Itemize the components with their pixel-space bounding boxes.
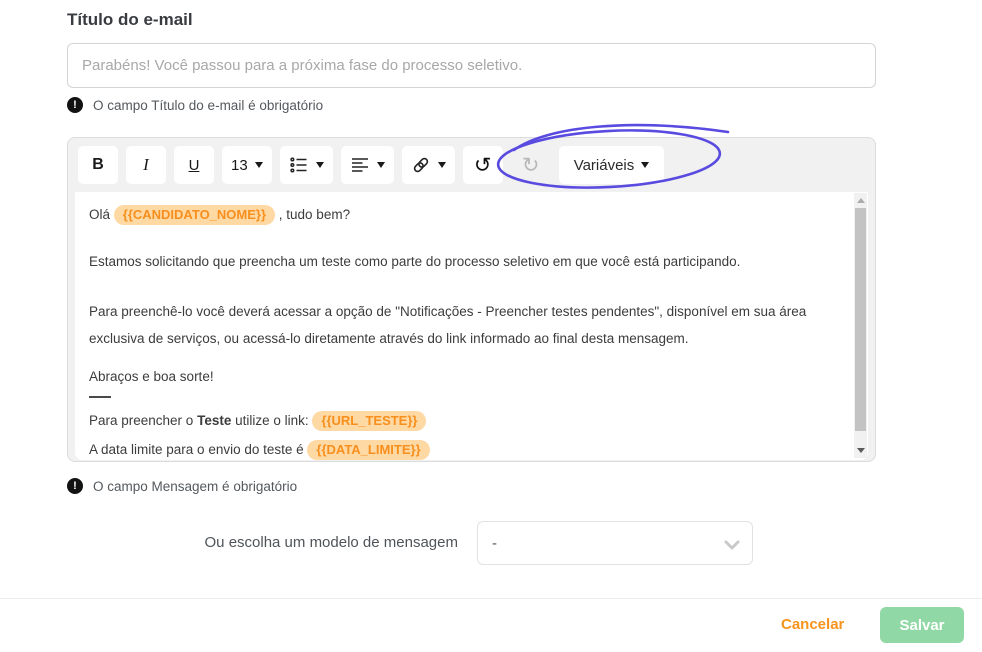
chevron-down-icon xyxy=(377,162,385,168)
alert-icon: ! xyxy=(67,478,83,494)
chevron-down-icon xyxy=(724,540,740,550)
message-error-text: O campo Mensagem é obrigatório xyxy=(93,478,298,494)
footer-divider xyxy=(0,598,982,599)
paragraph-align-dropdown[interactable] xyxy=(341,146,394,184)
deadline-line: A data limite para o envio do teste é {{DATA_LIMITE}} xyxy=(89,437,834,460)
scrollbar-thumb[interactable] xyxy=(855,208,866,431)
template-selected-value: - xyxy=(492,534,497,552)
editor-toolbar xyxy=(68,138,875,184)
chevron-down-icon xyxy=(641,162,649,168)
undo-icon: ↺ xyxy=(473,152,492,177)
variable-token-data-limite: {{DATA_LIMITE}} xyxy=(307,440,429,460)
message-error-row xyxy=(67,478,297,494)
test-link-line: Para preencher o Teste utilize o link: {{URL_TESTE}} xyxy=(89,408,834,433)
cancel-button[interactable]: Cancelar xyxy=(781,616,845,633)
undo-button[interactable] xyxy=(463,146,503,184)
save-button[interactable]: Salvar xyxy=(880,607,964,643)
underline-button[interactable]: U xyxy=(174,146,214,184)
redo-button[interactable] xyxy=(511,146,551,184)
variable-token-candidato-nome: {{CANDIDATO_NOME}} xyxy=(114,205,275,225)
redo-icon: ↻ xyxy=(521,152,540,177)
bullet-list-icon xyxy=(289,155,309,175)
template-select[interactable] xyxy=(477,521,753,565)
request-paragraph: Estamos solicitando que preencha um teste como parte do processo seletivo em que você está participando. xyxy=(89,254,741,269)
chevron-down-icon xyxy=(316,162,324,168)
bold-button[interactable]: B xyxy=(78,146,118,184)
greeting-line: Olá {{CANDIDATO_NOME}} , tudo bem? xyxy=(89,204,834,226)
chevron-down-icon xyxy=(438,162,446,168)
scroll-up-arrow-icon[interactable] xyxy=(857,198,865,203)
regards-line: Abraços e boa sorte! xyxy=(89,369,214,384)
bullet-list-dropdown[interactable] xyxy=(280,146,333,184)
title-error-text: O campo Título do e-mail é obrigatório xyxy=(93,97,324,113)
email-title-label: Título do e-mail xyxy=(67,10,193,29)
scroll-down-arrow-icon[interactable] xyxy=(857,448,865,453)
italic-button[interactable]: I xyxy=(126,146,166,184)
alert-icon: ! xyxy=(67,97,83,113)
variable-token-url-teste: {{URL_TESTE}} xyxy=(312,411,426,431)
link-icon xyxy=(411,155,431,175)
template-select-label: Ou escolha um modelo de mensagem xyxy=(204,534,458,551)
link-dropdown[interactable] xyxy=(402,146,455,184)
chevron-down-icon xyxy=(255,162,263,168)
separator-line xyxy=(89,396,111,398)
variables-label: Variáveis xyxy=(573,156,635,174)
fontsize-dropdown[interactable] xyxy=(222,146,272,184)
paragraph-align-icon xyxy=(350,155,370,175)
fontsize-value: 13 xyxy=(231,156,248,174)
email-title-input[interactable] xyxy=(67,43,876,88)
instructions-paragraph: Para preenchê-lo você deverá acessar a opção de "Notificações - Preencher testes pendentes", disponível em sua área exclusiva de serviços, ou acessá-lo diretamente através do link informado ao final desta mensagem. xyxy=(89,304,807,346)
message-body-editor[interactable] xyxy=(75,192,868,460)
variables-dropdown[interactable] xyxy=(559,146,665,184)
rich-text-editor xyxy=(67,137,876,462)
bold-word: Teste xyxy=(197,413,232,428)
title-error-row xyxy=(67,97,323,113)
editor-scrollbar[interactable] xyxy=(854,193,867,458)
